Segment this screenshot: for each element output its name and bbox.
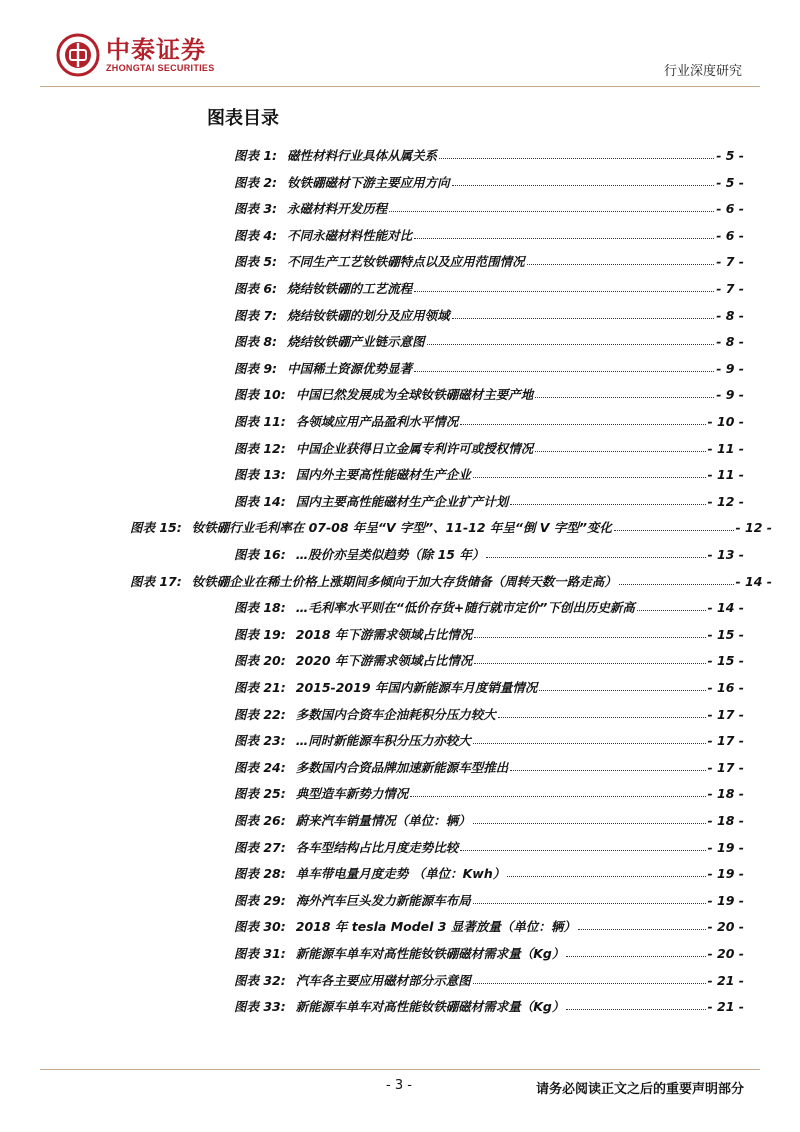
toc-entry-label: 图表 30: [234,919,286,935]
toc-entry-label: 图表 21: [234,680,286,695]
toc-entry-page: - 14 - [707,600,744,616]
toc-entry-label: 图表 14: [234,493,286,509]
toc-entry-title: 中国稀土资源优势显著 [287,360,413,376]
toc-dot-leader [619,583,734,585]
toc-dot-leader [414,290,714,292]
toc-dot-leader [473,822,706,824]
report-type: 行业深度研究 [663,64,742,79]
toc-entry-title: 中国企业获得日立金属专利许可或授权情况 [295,440,534,456]
toc-dot-leader [578,928,706,930]
toc-entry-title: 各车型结构占比月度走势比较 [295,839,459,855]
toc-dot-leader [474,636,705,638]
toc-entry-title: 典型造车新势力情况 [295,786,409,802]
toc-dot-leader [439,157,714,159]
toc-entry[interactable] [234,678,744,696]
toc-entry-title: …毛利率水平则在“低价存货+随行就市定价”下创出历史新高 [295,600,635,616]
toc-dot-leader [535,450,705,452]
toc-entry[interactable] [234,705,744,723]
toc-entry-label: 图表 11: [234,414,286,429]
toc-entry[interactable] [234,598,744,616]
toc-entry-page: - 17 - [707,706,744,722]
toc-entry[interactable] [234,173,744,191]
toc-dot-leader [414,237,714,239]
toc-entry-page: - 12 - [735,520,772,536]
toc-dot-leader [473,476,706,478]
toc-entry[interactable] [234,252,744,270]
toc-entry[interactable] [234,332,744,350]
toc-dot-leader [473,742,706,744]
toc-dot-leader [637,609,706,611]
toc-entry-label: 图表 3: [234,201,278,217]
toc-entry-page: - 18 - [707,786,744,802]
toc-entry[interactable] [234,226,744,244]
toc-entry-title: 新能源车单车对高性能钕铁硼磁材需求量（Kg） [295,999,565,1015]
toc-entry[interactable] [234,385,744,403]
zhongtai-logo-icon [56,33,100,77]
toc-entry-label: 图表 19: [234,626,286,642]
logo-english-name: ZHONGTAI SECURITIES [106,63,215,73]
toc-entry-title: 不同生产工艺钕铁硼特点以及应用范围情况 [287,254,525,270]
toc-dot-leader [414,370,714,372]
toc-entry[interactable] [234,465,744,483]
toc-entry-label: 图表 27: [234,839,286,855]
toc-entry-page: - 8 - [716,307,744,323]
toc-dot-leader [527,263,715,265]
toc-entry[interactable] [234,146,744,164]
toc-entry[interactable] [234,545,744,563]
toc-entry-page: - 19 - [707,892,744,908]
toc-entry-title: 新能源车单车对高性能钕铁硼磁材需求量（Kg） [295,946,565,961]
toc-entry-title: 烧结钕铁硼产业链示意图 [287,334,425,350]
toc-entry[interactable] [234,492,744,510]
toc-entry-label: 图表 1: [234,148,278,163]
footer-divider [40,1069,760,1070]
toc-dot-leader [452,317,715,319]
toc-dot-leader [427,343,715,345]
toc-entry-page: - 11 - [707,440,744,456]
toc-entry-label: 图表 22: [234,706,286,722]
toc-entry-page: - 21 - [707,972,744,988]
toc-entry-title: 2018 年下游需求领域占比情况 [295,626,473,642]
toc-entry-title: 2020 年下游需求领域占比情况 [295,653,473,669]
toc-dot-leader [539,689,705,691]
toc-entry-page: - 9 - [716,360,744,376]
toc-entry-page: - 5 - [716,148,744,163]
toc-entry[interactable] [234,917,744,935]
toc-entry-page: - 6 - [716,227,744,243]
toc-entry-page: - 11 - [707,467,744,483]
toc-entry-page: - 9 - [716,387,744,403]
toc-entry-title: 多数国内合资品牌加速新能源车型推出 [295,759,509,775]
toc-entry-label: 图表 24: [234,759,286,775]
toc-entry-page: - 19 - [707,839,744,855]
toc-entry[interactable] [234,997,744,1015]
toc-entry-page: - 8 - [716,334,744,350]
toc-entry-page: - 13 - [707,547,744,562]
toc-entry-label: 图表 7: [234,307,278,323]
toc-dot-leader [535,396,714,398]
toc-entry[interactable] [234,891,744,909]
toc-entry-label: 图表 5: [234,254,278,270]
toc-entry-title: 钕铁硼行业毛利率在 07-08 年呈“V 字型”、11-12 年呈“倒 V 字型”变化 [191,520,612,536]
toc-dot-leader [460,849,705,851]
toc-entry-label: 图表 20: [234,653,286,669]
toc-dot-leader [498,716,706,718]
toc-entry-label: 图表 6: [234,281,278,296]
toc-entry-title: 单车带电量月度走势 （单位：Kwh） [295,866,506,882]
toc-entry-label: 图表 23: [234,733,286,749]
toc-entry-title: 各领域应用产品盈利水平情况 [295,414,459,429]
toc-entry-label: 图表 29: [234,892,286,908]
toc-dot-leader [389,210,714,212]
toc-entry-title: 2018 年 tesla Model 3 显著放量（单位：辆） [295,919,576,935]
toc-entry-page: - 16 - [707,680,744,695]
toc-entry[interactable] [234,651,744,669]
toc-dot-leader [410,795,705,797]
toc-entry-label: 图表 28: [234,866,286,882]
toc-dot-leader [507,875,705,877]
toc-entry-title: 永磁材料开发历程 [287,201,388,217]
toc-entry-label: 图表 8: [234,334,278,350]
toc-entry[interactable] [234,359,744,377]
toc-entry[interactable] [234,306,744,324]
toc-entry-title: 国内外主要高性能磁材生产企业 [295,467,471,483]
toc-entry[interactable] [234,279,744,297]
toc-entry[interactable] [234,731,744,749]
toc-entry-page: - 6 - [716,201,744,217]
toc-entry-label: 图表 16: [234,547,286,562]
company-logo [56,33,215,77]
toc-title: 图表目录 [207,108,279,129]
toc-entry[interactable] [234,199,744,217]
toc-dot-leader [473,982,706,984]
toc-entry-page: - 5 - [716,174,744,190]
toc-entry[interactable] [234,784,744,802]
toc-entry[interactable] [234,838,744,856]
toc-entry-title: 不同永磁材料性能对比 [287,227,413,243]
toc-entry-title: 中国已然发展成为全球钕铁硼磁材主要产地 [295,387,534,403]
toc-entry-label: 图表 15: [130,520,182,536]
toc-dot-leader [614,529,734,531]
toc-entry[interactable] [234,625,744,643]
toc-entry[interactable] [234,971,744,989]
toc-entry-title: …股价亦呈类似趋势（除 15 年） [295,547,485,562]
toc-entry-label: 图表 17: [130,573,182,589]
toc-entry-title: 蔚来汽车销量情况（单位：辆） [295,813,471,828]
toc-entry-title: 海外汽车巨头发力新能源车布局 [295,892,471,908]
toc-entry-page: - 21 - [707,999,744,1015]
toc-entry[interactable] [234,439,744,457]
toc-entry-page: - 20 - [707,919,744,935]
toc-entry-page: - 10 - [707,414,744,429]
toc-entry-title: 烧结钕铁硼的工艺流程 [287,281,413,296]
toc-entry-page: - 19 - [707,866,744,882]
toc-entry-label: 图表 32: [234,972,286,988]
toc-entry-label: 图表 25: [234,786,286,802]
toc-dot-leader [566,1008,705,1010]
toc-entry-page: - 17 - [707,733,744,749]
toc-entry-title: …同时新能源车积分压力亦较大 [295,733,471,749]
toc-dot-leader [460,423,705,425]
toc-entry-label: 图表 2: [234,174,278,190]
toc-entry-title: 磁性材料行业具体从属关系 [287,148,438,163]
toc-dot-leader [474,662,705,664]
toc-entry-page: - 20 - [707,946,744,961]
toc-dot-leader [566,955,705,957]
toc-entry[interactable] [234,811,744,829]
toc-entry-page: - 18 - [707,813,744,828]
toc-entry-label: 图表 4: [234,227,278,243]
toc-entry-label: 图表 31: [234,946,286,961]
toc-entry[interactable] [234,864,744,882]
logo-chinese-name: 中泰证券 [106,36,206,64]
toc-entry[interactable] [234,944,744,962]
toc-entry-title: 汽车各主要应用磁材部分示意图 [295,972,471,988]
header-divider [40,86,760,87]
toc-dot-leader [486,556,705,558]
toc-entry-label: 图表 13: [234,467,286,483]
toc-dot-leader [473,902,706,904]
toc-entry-title: 多数国内合资车企油耗积分压力较大 [295,706,496,722]
toc-entry-title: 钕铁硼企业在稀土价格上涨期间多倾向于加大存货储备（周转天数一路走高） [191,573,617,589]
toc-entry[interactable] [234,412,744,430]
toc-entry-page: - 15 - [707,653,744,669]
toc-entry-title: 国内主要高性能磁材生产企业扩产计划 [295,493,509,509]
toc-entry[interactable] [130,572,772,590]
toc-dot-leader [510,503,705,505]
toc-entry[interactable] [130,518,772,536]
toc-entry-page: - 14 - [735,573,772,589]
toc-entry-title: 烧结钕铁硼的划分及应用领域 [287,307,450,323]
toc-entry-label: 图表 9: [234,360,278,376]
toc-entry[interactable] [234,758,744,776]
toc-entry-label: 图表 18: [234,600,286,616]
toc-entry-page: - 17 - [707,759,744,775]
toc-entry-label: 图表 33: [234,999,286,1015]
toc-entry-title: 2015-2019 年国内新能源车月度销量情况 [295,680,538,695]
disclaimer-text: 请务必阅读正文之后的重要声明部分 [535,1082,744,1097]
toc-dot-leader [510,769,705,771]
toc-entry-page: - 15 - [707,626,744,642]
page-header [0,0,800,90]
toc-entry-title: 钕铁硼磁材下游主要应用方向 [287,174,450,190]
toc-entry-label: 图表 12: [234,440,286,456]
toc-dot-leader [452,184,715,186]
toc-entry-label: 图表 26: [234,813,286,828]
toc-entry-page: - 7 - [716,254,744,270]
toc-entry-label: 图表 10: [234,387,286,403]
toc-entry-page: - 7 - [716,281,744,296]
page-number: - 3 - [386,1078,412,1093]
toc-entry-page: - 12 - [707,493,744,509]
